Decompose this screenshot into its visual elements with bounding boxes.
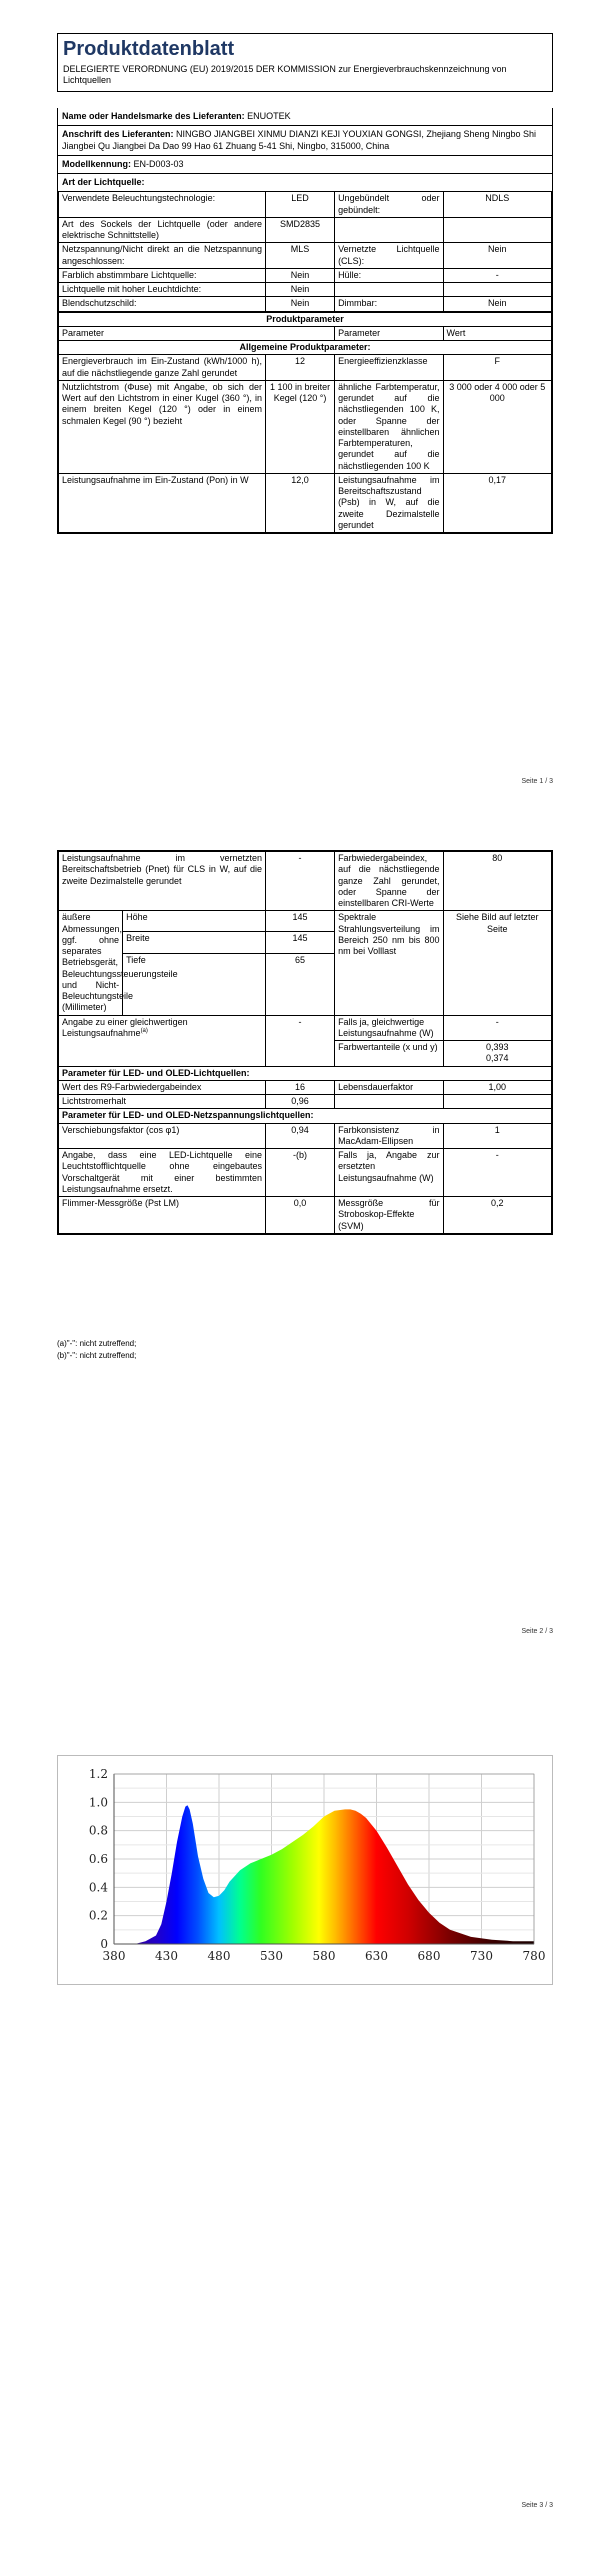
x-tick-label: 530 [260, 1949, 283, 1963]
dim-width-value: 145 [266, 932, 335, 953]
equiv-power-value: - [266, 1015, 335, 1066]
title-block [57, 33, 553, 92]
page2-table-block [57, 850, 553, 1235]
light-source-type-header: Art der Lichtquelle: [58, 173, 552, 191]
led-param-label-2: Lebensdauerfaktor [335, 1080, 443, 1094]
x-tick-label: 380 [102, 1949, 126, 1963]
page-footer: Seite 3 / 3 [521, 2502, 553, 2509]
spectral-chart [57, 1755, 553, 1985]
mains-param-row [59, 1197, 552, 1234]
type-label-2 [335, 217, 443, 243]
mains-param-value-2: 1 [443, 1123, 551, 1149]
type-label: Netzspannung/Nicht direkt an die Netzspannung angeschlossen: [59, 243, 266, 269]
dim-width-label: Breite [123, 932, 266, 953]
y-tick-label: 0.6 [88, 1852, 108, 1866]
page-footer: Seite 1 / 3 [521, 778, 553, 785]
y-tick-label: 1.2 [88, 1767, 108, 1781]
general-param-label-2: Leistungsaufnahme im Bereitschaftszustand (Psb) in W, auf die zweite Dezimalstelle gerundet [335, 473, 443, 532]
type-label-2: Dimmbar: [335, 297, 443, 311]
x-tick-label: 580 [312, 1949, 336, 1963]
led-param-label-2 [335, 1095, 443, 1109]
footnotes [57, 1338, 136, 1362]
general-param-label-2: Energieeffizienzklasse [335, 355, 443, 381]
dim-depth-label: Tiefe [123, 953, 266, 1015]
footnote-b: (b)"-": nicht zutreffend; [57, 1351, 137, 1360]
page-footer: Seite 2 / 3 [521, 1628, 553, 1635]
x-tick-label: 480 [207, 1949, 231, 1963]
type-row [59, 268, 552, 282]
model-label: Modellkennung: [62, 158, 131, 169]
equiv-power2-value: - [443, 1015, 551, 1041]
type-row [59, 297, 552, 311]
supplier-name-label: Name oder Handelsmarke des Lieferanten: [62, 111, 245, 121]
param-row [59, 852, 552, 911]
footnote-a: (a)"-": nicht zutreffend; [57, 1339, 137, 1348]
type-value: Nein [266, 283, 335, 297]
general-param-value: 12,0 [266, 473, 335, 532]
type-label: Blendschutzschild: [59, 297, 266, 311]
mains-param-value: 0,94 [266, 1123, 335, 1149]
led-param-label: Wert des R9-Farbwiedergabeindex [59, 1080, 266, 1094]
page-2 [0, 850, 603, 1680]
page-3 [0, 1700, 603, 2560]
led-params-header: Parameter für LED- und OLED-Lichtquellen: [59, 1066, 552, 1080]
type-value-2: Nein [443, 243, 551, 269]
general-param-value-2: F [443, 355, 551, 381]
x-tick-label: 730 [470, 1949, 493, 1963]
type-value-2 [443, 217, 551, 243]
type-label-2: Vernetzte Lichtquelle (CLS): [335, 243, 443, 269]
general-param-value: 12 [266, 355, 335, 381]
led-param-value-2: 1,00 [443, 1080, 551, 1094]
type-label-2: Ungebündelt oder gebündelt: [335, 192, 443, 218]
page-title: Produktdatenblatt [63, 38, 235, 60]
mains-param-label-2: Falls ja, Angabe zur ersetzten Leistungsaufnahme (W) [335, 1149, 443, 1197]
y-tick-label: 0.8 [88, 1823, 108, 1838]
dimensions-label: äußere Abmessungen, ggf. ohne separates Betriebsgerät, Beleuchtungssteuerungsteile und Nicht-Beleuchtungsteile (Millimeter) [59, 911, 123, 1015]
type-value-2 [443, 283, 551, 297]
mains-param-value-2: - [443, 1149, 551, 1197]
spectrum-area [114, 1805, 534, 1944]
col-param-1: Parameter [59, 326, 335, 340]
mains-param-value: -(b) [266, 1149, 335, 1197]
model-id: EN-D003-03 [133, 158, 184, 169]
led-param-row [59, 1095, 552, 1109]
col-param-2: Parameter [335, 326, 443, 340]
col-value-2: Wert [443, 326, 551, 340]
led-param-value-2 [443, 1095, 551, 1109]
type-label: Farblich abstimmbare Lichtquelle: [59, 268, 266, 282]
type-row [59, 283, 552, 297]
type-label: Art des Sockels der Lichtquelle (oder andere elektrische Schnittstelle) [59, 217, 266, 243]
general-param-label-2: ähnliche Farbtemperatur, gerundet auf die nächstliegenden 100 K, oder Spanne der einstellbaren ähnlichen Farbtemperaturen, gerundet auf die nächstliegenden 100 K [335, 380, 443, 473]
light-source-type-table [58, 191, 552, 311]
mains-param-label-2: Farbkonsistenz in MacAdam-Ellipsen [335, 1123, 443, 1149]
equiv-power-label: Angabe zu einer gleichwertigen Leistungsaufnahme$^{(a)}$ [59, 1015, 266, 1066]
y-tick-label: 1.0 [88, 1795, 108, 1810]
mains-param-label: Verschiebungsfaktor (cos φ1) [59, 1123, 266, 1149]
mains-param-row [59, 1123, 552, 1149]
mains-param-value: 0,0 [266, 1197, 335, 1234]
general-param-label: Nutzlichtstrom (Φuse) mit Angabe, ob sich der Wert auf den Lichtstrom in einer Kugel (360 °), in einem breiten Kegel (120 °) oder in einem schmalen Kegel (90 °) bezieht [59, 380, 266, 473]
product-params-header: Produktparameter [59, 312, 552, 326]
led-param-value: 0,96 [266, 1095, 335, 1109]
type-value: Nein [266, 297, 335, 311]
general-param-value-2: 0,17 [443, 473, 551, 532]
chroma-values: 0,393 0,374 [443, 1041, 551, 1067]
led-param-label: Lichtstromerhalt [59, 1095, 266, 1109]
regulation-subtitle: DELEGIERTE VERORDNUNG (EU) 2019/2015 DER KOMMISSION zur Energieverbrauchskennzeichnung von Lichtquellen [63, 64, 507, 86]
equiv-power2-label: Falls ja, gleichwertige Leistungsaufnahme (W) [335, 1015, 443, 1041]
type-value: LED [266, 192, 335, 218]
supplier-name-row [58, 108, 552, 125]
mains-param-label-2: Messgröße für Stroboskop-Effekte (SVM) [335, 1197, 443, 1234]
general-param-label: Leistungsaufnahme im Ein-Zustand (Pon) in W [59, 473, 266, 532]
supplier-address: NINGBO JIANGBEI XINMU DIANZI KEJI YOUXIAN GONGSI, Zhejiang Sheng Ningbo Shi Jiangbei Qu Jiangbei Da Dao 99 Hao 61 Zhuang 5-41 Shi, Ningbo, 315000, China [62, 129, 536, 151]
general-param-value: 1 100 in breiter Kegel (120 °) [266, 380, 335, 473]
supplier-address-row [58, 125, 552, 155]
type-value: SMD2835 [266, 217, 335, 243]
type-value: Nein [266, 268, 335, 282]
supplier-block [57, 108, 553, 534]
x-tick-label: 430 [155, 1949, 178, 1963]
dim-depth-value: 65 [266, 953, 335, 1015]
supplier-name: ENUOTEK [247, 111, 291, 121]
y-tick-label: 0 [100, 1937, 108, 1951]
page2-params-table [58, 851, 552, 1234]
type-value-2: - [443, 268, 551, 282]
dim-height-value: 145 [266, 911, 335, 932]
y-tick-label: 0.4 [88, 1880, 108, 1895]
mains-param-label: Angabe, dass eine LED-Lichtquelle eine Leuchtstofflichtquelle ohne eingebautes Vorschaltgerät mit einer bestimmten Leistungsaufnahme ersetzt. [59, 1149, 266, 1197]
type-label-2: Hülle: [335, 268, 443, 282]
mains-param-row [59, 1149, 552, 1197]
x-tick-label: 780 [522, 1949, 546, 1963]
led-param-value: 16 [266, 1080, 335, 1094]
type-label: Lichtquelle mit hoher Leuchtdichte: [59, 283, 266, 297]
type-row [59, 217, 552, 243]
mains-params-header: Parameter für LED- und OLED-Netzspannungslichtquellen: [59, 1109, 552, 1123]
type-row [59, 192, 552, 218]
type-row [59, 243, 552, 269]
supplier-address-label: Anschrift des Lieferanten: [62, 129, 174, 140]
param-label: Leistungsaufnahme im vernetzten Bereitschaftsbetrieb (Pnet) für CLS in W, auf die zweite Dezimalstelle gerundet [59, 852, 266, 911]
model-row [58, 155, 552, 173]
param-value: - [266, 852, 335, 911]
param-value-2: 80 [443, 852, 551, 911]
dim-height-label: Höhe [123, 911, 266, 932]
general-param-row [59, 380, 552, 473]
general-param-row [59, 473, 552, 532]
mains-param-value-2: 0,2 [443, 1197, 551, 1234]
equiv-note-marker: (a) [140, 1027, 148, 1034]
spectral-chart-svg [58, 1756, 552, 1984]
general-params-header: Allgemeine Produktparameter: [59, 341, 552, 355]
chroma-label: Farbwertanteile (x und y) [335, 1041, 443, 1067]
type-value: MLS [266, 243, 335, 269]
type-value-2: Nein [443, 297, 551, 311]
general-param-value-2: 3 000 oder 4 000 oder 5 000 [443, 380, 551, 473]
mains-param-label: Flimmer-Messgröße (Pst LM) [59, 1197, 266, 1234]
led-param-row [59, 1080, 552, 1094]
type-label-2 [335, 283, 443, 297]
general-param-label: Energieverbrauch im Ein-Zustand (kWh/1000 h), auf die nächstliegende ganze Zahl gerundet [59, 355, 266, 381]
spectral-label: Spektrale Strahlungsverteilung im Bereich 250 nm bis 800 nm bei Volllast [335, 911, 443, 1015]
x-tick-label: 680 [417, 1949, 441, 1963]
type-label: Verwendete Beleuchtungstechnologie: [59, 192, 266, 218]
type-value-2: NDLS [443, 192, 551, 218]
product-parameters-table [58, 312, 552, 534]
spectral-value: Siehe Bild auf letzter Seite [443, 911, 551, 1015]
x-tick-label: 630 [365, 1949, 388, 1963]
param-label-2: Farbwiedergabeindex, auf die nächstliegende ganze Zahl gerundet, oder Spanne der einstellbaren CRI-Werte [335, 852, 443, 911]
page-1 [0, 0, 603, 830]
general-param-row [59, 355, 552, 381]
y-tick-label: 0.2 [88, 1908, 108, 1923]
